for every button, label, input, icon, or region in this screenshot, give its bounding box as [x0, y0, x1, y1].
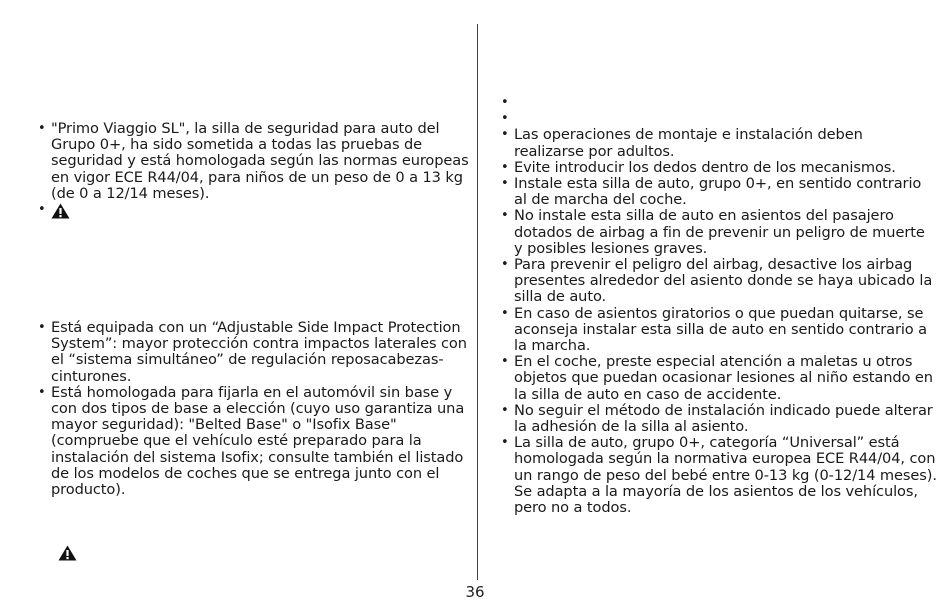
- instruction-item: • Para prevenir el peligro del airbag, desactive los airbag presentes alrededor del asiento donde se haya ubicado la silla de auto.: [501, 257, 937, 306]
- column-divider: [477, 24, 478, 580]
- empty-bullet: [501, 111, 937, 127]
- instruction-item: • Evite introducir los dedos dentro de los mecanismos.: [501, 160, 937, 176]
- warning-bullet: [38, 202, 474, 220]
- warning-icon: [58, 545, 77, 565]
- left-column: [38, 121, 474, 498]
- instruction-item: • En el coche, preste especial atención a maletas u otros objetos que puedan ocasionar lesiones al niño estando en la silla de auto en caso de accidente.: [501, 354, 937, 403]
- instruction-item: • En caso de asientos giratorios o que puedan quitarse, se aconseja instalar esta silla de auto en sentido contrario a la marcha.: [501, 306, 937, 355]
- warning-icon: [51, 203, 70, 223]
- intro-paragraph: • "Primo Viaggio SL", la silla de seguridad para auto del Grupo 0+, ha sido sometida a todas las pruebas de seguridad y está homologada según las normas europeas en vigor ECE R44/04, para niños de un peso de 0 a 13 kg (de 0 a 12/14 meses).: [38, 121, 474, 202]
- feature-item: • Está homologada para fijarla en el automóvil sin base y con dos tipos de base a elección (cuyo uso garantiza una mayor seguridad): "Belted Base" o "Isofix Base" (compruebe que el vehículo esté preparado para la instalación del sistema Isofix; consulte también el listado de los modelos de coches que se entrega junto con el producto).: [38, 385, 474, 498]
- instruction-item: • No seguir el método de instalación indicado puede alterar la adhesión de la silla al asiento.: [501, 403, 937, 435]
- feature-item: • Está equipada con un “Adjustable Side Impact Protection System”: mayor protección contra impactos laterales con el “sistema simultáneo” de regulación reposacabezas-cinturones.: [38, 320, 474, 385]
- right-column: [501, 95, 937, 516]
- instruction-item: • Instale esta silla de auto, grupo 0+, en sentido contrario al de marcha del coche.: [501, 176, 937, 208]
- empty-bullet: [501, 95, 937, 111]
- spacer: [38, 220, 474, 320]
- page-number: 36: [465, 583, 485, 601]
- instruction-item: • La silla de auto, grupo 0+, categoría “Universal” está homologada según la normativa europea ECE R44/04, con un rango de peso del bebé entre 0-13 kg (0-12/14 meses). Se adapta a la mayoría de los asientos de los vehículos, pero no a todos.: [501, 435, 937, 516]
- instruction-item: • No instale esta silla de auto en asientos del pasajero dotados de airbag a fin de prevenir un peligro de muerte y posibles lesiones graves.: [501, 208, 937, 257]
- instruction-item: • Las operaciones de montaje e instalación deben realizarse por adultos.: [501, 127, 937, 159]
